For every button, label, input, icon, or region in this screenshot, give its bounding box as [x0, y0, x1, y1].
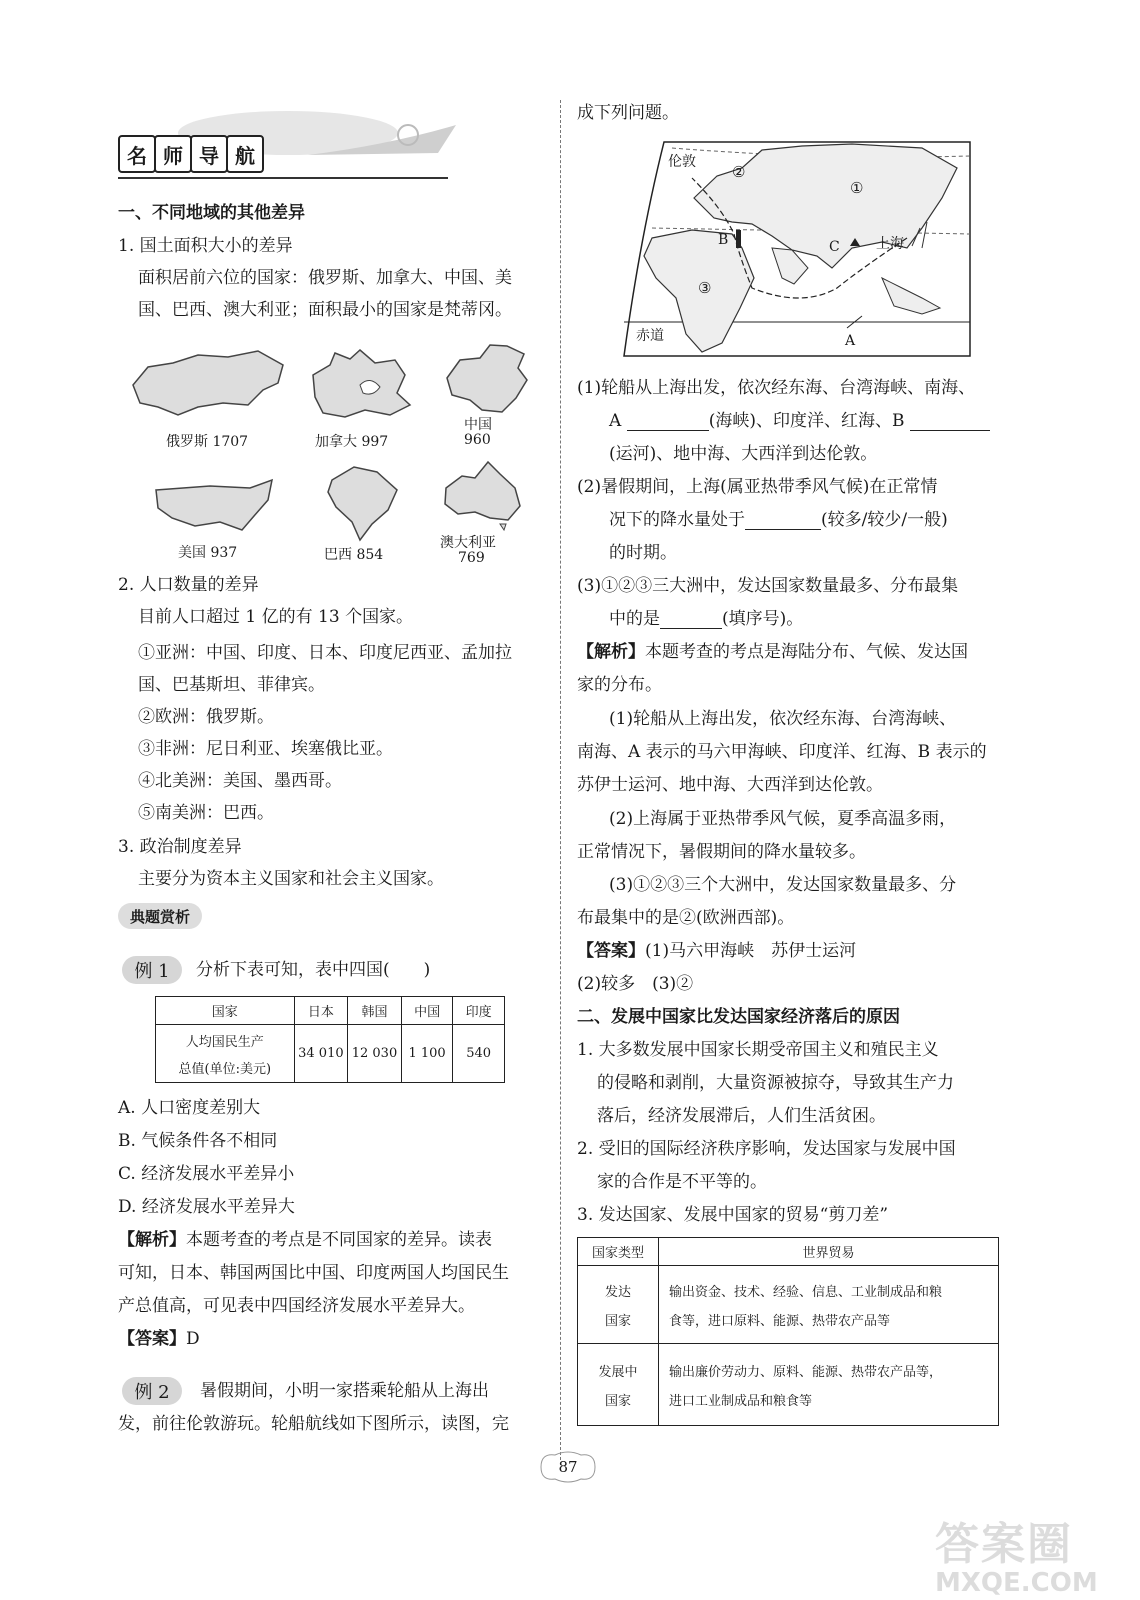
- row-label-line: 国家: [604, 1313, 631, 1329]
- s1-item1-text: 国、巴西、澳大利亚；面积最小的国家是梵蒂冈。: [138, 300, 512, 320]
- row-label-line: 总值(单位:美元): [178, 1061, 272, 1077]
- map-label-b: B: [718, 232, 729, 248]
- table-cell: 12 030: [348, 1025, 402, 1083]
- map-label-london: 伦敦: [668, 154, 696, 170]
- country-brazil: [322, 462, 422, 572]
- question-text: (填序号)。: [722, 609, 804, 629]
- s1-item1: 1. 国土面积大小的差异: [118, 236, 293, 256]
- example2-answer: [577, 941, 856, 961]
- banner-underline: [118, 177, 448, 179]
- example2-text: 发，前往伦敦游玩。轮船航线如下图所示，读图，完: [118, 1414, 509, 1434]
- s1-item2-text: 目前人口超过 1 亿的有 13 个国家。: [138, 607, 414, 627]
- population-asia: 国、巴基斯坦、菲律宾。: [138, 675, 325, 695]
- table-header: 国家: [156, 997, 295, 1025]
- section2-text: 3. 发达国家、发展中国家的贸易“剪刀差”: [577, 1205, 889, 1225]
- country-value: 769: [458, 550, 485, 566]
- analysis-text: (2)上海属于亚热带季风气候，夏季高温多雨，: [609, 809, 957, 829]
- map-label-c: C: [829, 239, 840, 255]
- section2-text: 2. 受旧的国际经济秩序影响，发达国家与发展中国: [577, 1139, 956, 1159]
- s1-item1-text: 面积居前六位的国家：俄罗斯、加拿大、中国、美: [138, 268, 512, 288]
- map-label-continent-3: ③: [698, 279, 712, 297]
- question-2-blank-line: [609, 510, 948, 530]
- analysis-label: 【解析】: [118, 1230, 186, 1250]
- country-australia: [440, 458, 540, 578]
- table-header: 中国: [401, 997, 453, 1025]
- page-number: [540, 1450, 596, 1484]
- country-label: 巴西 854: [324, 547, 384, 563]
- question-2: (2)暑假期间，上海(属亚热带季风气候)在正常情: [577, 477, 938, 497]
- canada-map-icon: [305, 345, 415, 425]
- option-d: D. 经济发展水平差异大: [118, 1197, 295, 1217]
- china-map-icon: [442, 340, 532, 422]
- question-3: (3)①②③三大洲中，发达国家数量最多、分布最集: [577, 576, 959, 596]
- question-1-blank-line: [609, 411, 990, 431]
- map-label-equator: 赤道: [636, 328, 664, 344]
- country-usa: [150, 470, 290, 570]
- russia-map-icon: [128, 345, 288, 425]
- cell-line: 输出资金、技术、经验、信息、工业制成品和粮: [669, 1284, 943, 1300]
- answer-text: (1)马六甲海峡 苏伊士运河: [645, 941, 857, 961]
- table-header: 世界贸易: [659, 1238, 999, 1266]
- answer-blank[interactable]: [660, 628, 722, 629]
- question-3-blank-line: [609, 609, 803, 629]
- population-asia: ①亚洲：中国、印度、日本、印度尼西亚、孟加拉: [138, 643, 512, 663]
- country-canada: [305, 345, 415, 455]
- page-number-text: 87: [558, 1458, 578, 1476]
- analysis-text: 南海、A 表示的马六甲海峡、印度洋、红海、B 表示的: [577, 742, 987, 762]
- table-cell: [659, 1344, 999, 1426]
- country-label: 加拿大 997: [315, 434, 389, 450]
- cell-line: 进口工业制成品和粮食等: [669, 1393, 813, 1409]
- analysis-text: 本题考查的考点是不同国家的差异。读表: [186, 1230, 492, 1250]
- example2-text: 成下列问题。: [577, 103, 679, 123]
- question-text: (较多/较少/一般): [821, 510, 948, 530]
- table-cell: 1 100: [401, 1025, 453, 1083]
- analysis-text: 本题考查的考点是海陆分布、气候、发达国: [645, 642, 968, 662]
- australia-map-icon: [440, 458, 525, 533]
- banner-char: 航: [226, 135, 264, 173]
- analysis-text: (3)①②③三个大洲中，发达国家数量最多、分: [609, 875, 957, 895]
- population-samerica: ⑤南美洲：巴西。: [138, 803, 274, 823]
- table-cell: 540: [453, 1025, 505, 1083]
- question-text: 中的是: [609, 609, 660, 629]
- country-value: 960: [464, 432, 491, 448]
- map-label-shanghai: 上海: [876, 236, 904, 252]
- row-label-line: 发达: [604, 1284, 631, 1300]
- banner-char: 师: [154, 135, 192, 173]
- population-namerica: ④北美洲：美国、墨西哥。: [138, 771, 342, 791]
- section-banner: [118, 135, 338, 181]
- question-text: A: [609, 411, 622, 431]
- watermark-text: MXQE.COM: [935, 1568, 1098, 1598]
- country-china: [442, 340, 532, 460]
- table-header: 国家类型: [578, 1238, 659, 1266]
- analysis-text: 苏伊士运河、地中海、大西洋到达伦敦。: [577, 775, 883, 795]
- answer-label: 【答案】: [118, 1329, 186, 1349]
- banner-char: 导: [190, 135, 228, 173]
- map-label-a: A: [845, 333, 856, 349]
- table-row-label: [578, 1266, 659, 1344]
- population-africa: ③非洲：尼日利亚、埃塞俄比亚。: [138, 739, 393, 759]
- subheading-tab: 典题赏析: [118, 903, 202, 929]
- answer-text: D: [186, 1329, 200, 1349]
- question-1: (1)轮船从上海出发，依次经东海、台湾海峡、南海、: [577, 378, 976, 398]
- table-header: 日本: [294, 997, 348, 1025]
- analysis-label: 【解析】: [577, 642, 645, 662]
- answer-blank[interactable]: [627, 430, 709, 431]
- answer-blank[interactable]: [910, 430, 990, 431]
- analysis-text: 家的分布。: [577, 675, 662, 695]
- usa-map-icon: [150, 470, 280, 540]
- route-map: [622, 138, 972, 360]
- column-divider: [560, 100, 561, 1460]
- table-cell: [659, 1266, 999, 1344]
- option-c: C. 经济发展水平差异小: [118, 1164, 295, 1184]
- s1-item2: 2. 人口数量的差异: [118, 575, 259, 595]
- option-b: B. 气候条件各不相同: [118, 1131, 278, 1151]
- table-row-label: [578, 1344, 659, 1426]
- example1-answer: [118, 1329, 200, 1349]
- question-text: (海峡)、印度洋、红海、B: [708, 411, 905, 431]
- section2-text: 1. 大多数发展中国家长期受帝国主义和殖民主义: [577, 1040, 939, 1060]
- trade-table: [577, 1237, 999, 1426]
- example1-question: 分析下表可知，表中四国( ): [196, 960, 431, 980]
- analysis-text: 正常情况下，暑假期间的降水量较多。: [577, 842, 866, 862]
- example-tag: 例 2: [122, 1377, 182, 1405]
- population-europe: ②欧洲：俄罗斯。: [138, 707, 274, 727]
- analysis-text: 布最集中的是②(欧洲西部)。: [577, 908, 795, 928]
- map-label-continent-1: ①: [850, 179, 864, 197]
- country-label: 中国: [464, 417, 492, 433]
- question-2-end: 的时期。: [609, 543, 677, 563]
- row-label-line: 国家: [604, 1393, 631, 1409]
- answer-blank[interactable]: [745, 529, 821, 530]
- table-header: 印度: [453, 997, 505, 1025]
- analysis-text: 产总值高，可见表中四国经济发展水平差异大。: [118, 1296, 475, 1316]
- analysis-text: 可知，日本、韩国两国比中国、印度两国人均国民生: [118, 1263, 509, 1283]
- answer-label: 【答案】: [577, 941, 645, 961]
- s1-item3: 3. 政治制度差异: [118, 837, 242, 857]
- table-cell: 34 010: [294, 1025, 348, 1083]
- question-text: 况下的降水量处于: [609, 510, 745, 530]
- s1-item3-text: 主要分为资本主义国家和社会主义国家。: [138, 869, 444, 889]
- country-russia: [128, 345, 288, 455]
- example-tag: 例 1: [122, 956, 182, 984]
- answer-text: (2)较多 (3)②: [577, 974, 694, 994]
- example2-analysis: [577, 642, 968, 662]
- table-header: 韩国: [348, 997, 402, 1025]
- watermark-text: 答案圈: [935, 1519, 1073, 1570]
- option-a: A. 人口密度差别大: [118, 1098, 261, 1118]
- cell-line: 输出廉价劳动力、原料、能源、热带农产品等，: [669, 1364, 943, 1380]
- section2-title: 二、发展中国家比发达国家经济落后的原因: [577, 1007, 900, 1027]
- example2-text: 暑假期间，小明一家搭乘轮船从上海出: [200, 1381, 489, 1401]
- section2-text: 的侵略和剥削，大量资源被掠夺，导致其生产力: [597, 1073, 954, 1093]
- table-row-label: [156, 1025, 295, 1083]
- map-label-continent-2: ②: [732, 163, 746, 181]
- watermark: [935, 1508, 1130, 1596]
- section2-text: 家的合作是不平等的。: [597, 1172, 767, 1192]
- brazil-map-icon: [322, 462, 402, 542]
- row-label-line: 人均国民生产: [185, 1034, 264, 1050]
- row-label-line: 发展中: [598, 1364, 638, 1380]
- country-label: 俄罗斯 1707: [166, 434, 249, 450]
- country-label: 美国 937: [178, 545, 238, 561]
- banner-char: 名: [118, 135, 156, 173]
- section1-title: 一、不同地域的其他差异: [118, 203, 305, 223]
- question-1-end: (运河)、地中海、大西洋到达伦敦。: [609, 444, 878, 464]
- example1-analysis: [118, 1230, 492, 1250]
- cell-line: 食等，进口原料、能源、热带农产品等: [669, 1313, 891, 1329]
- example1-table: [155, 996, 505, 1083]
- section2-text: 落后，经济发展滞后，人们生活贫困。: [597, 1106, 886, 1126]
- country-label: 澳大利亚: [440, 535, 496, 551]
- analysis-text: (1)轮船从上海出发，依次经东海、台湾海峡、: [609, 709, 957, 729]
